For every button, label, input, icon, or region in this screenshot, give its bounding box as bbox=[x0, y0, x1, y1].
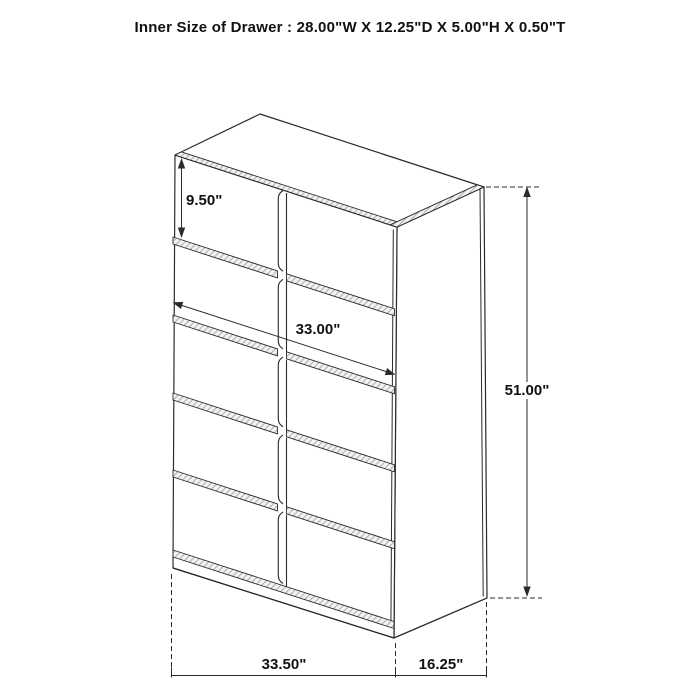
label-overall-width: 33.50" bbox=[261, 656, 307, 673]
page-title: Inner Size of Drawer : 28.00"W X 12.25"D X 5.00"H X 0.50"T bbox=[134, 19, 566, 36]
arrowhead-down bbox=[524, 587, 530, 596]
label-front-width: 33.00" bbox=[295, 321, 341, 338]
arrowhead-up bbox=[524, 188, 530, 197]
label-overall-depth: 16.25" bbox=[418, 656, 464, 673]
label-drawer-height: 9.50" bbox=[186, 192, 223, 209]
label-overall-height: 51.00" bbox=[502, 382, 553, 399]
side-face bbox=[394, 187, 487, 638]
